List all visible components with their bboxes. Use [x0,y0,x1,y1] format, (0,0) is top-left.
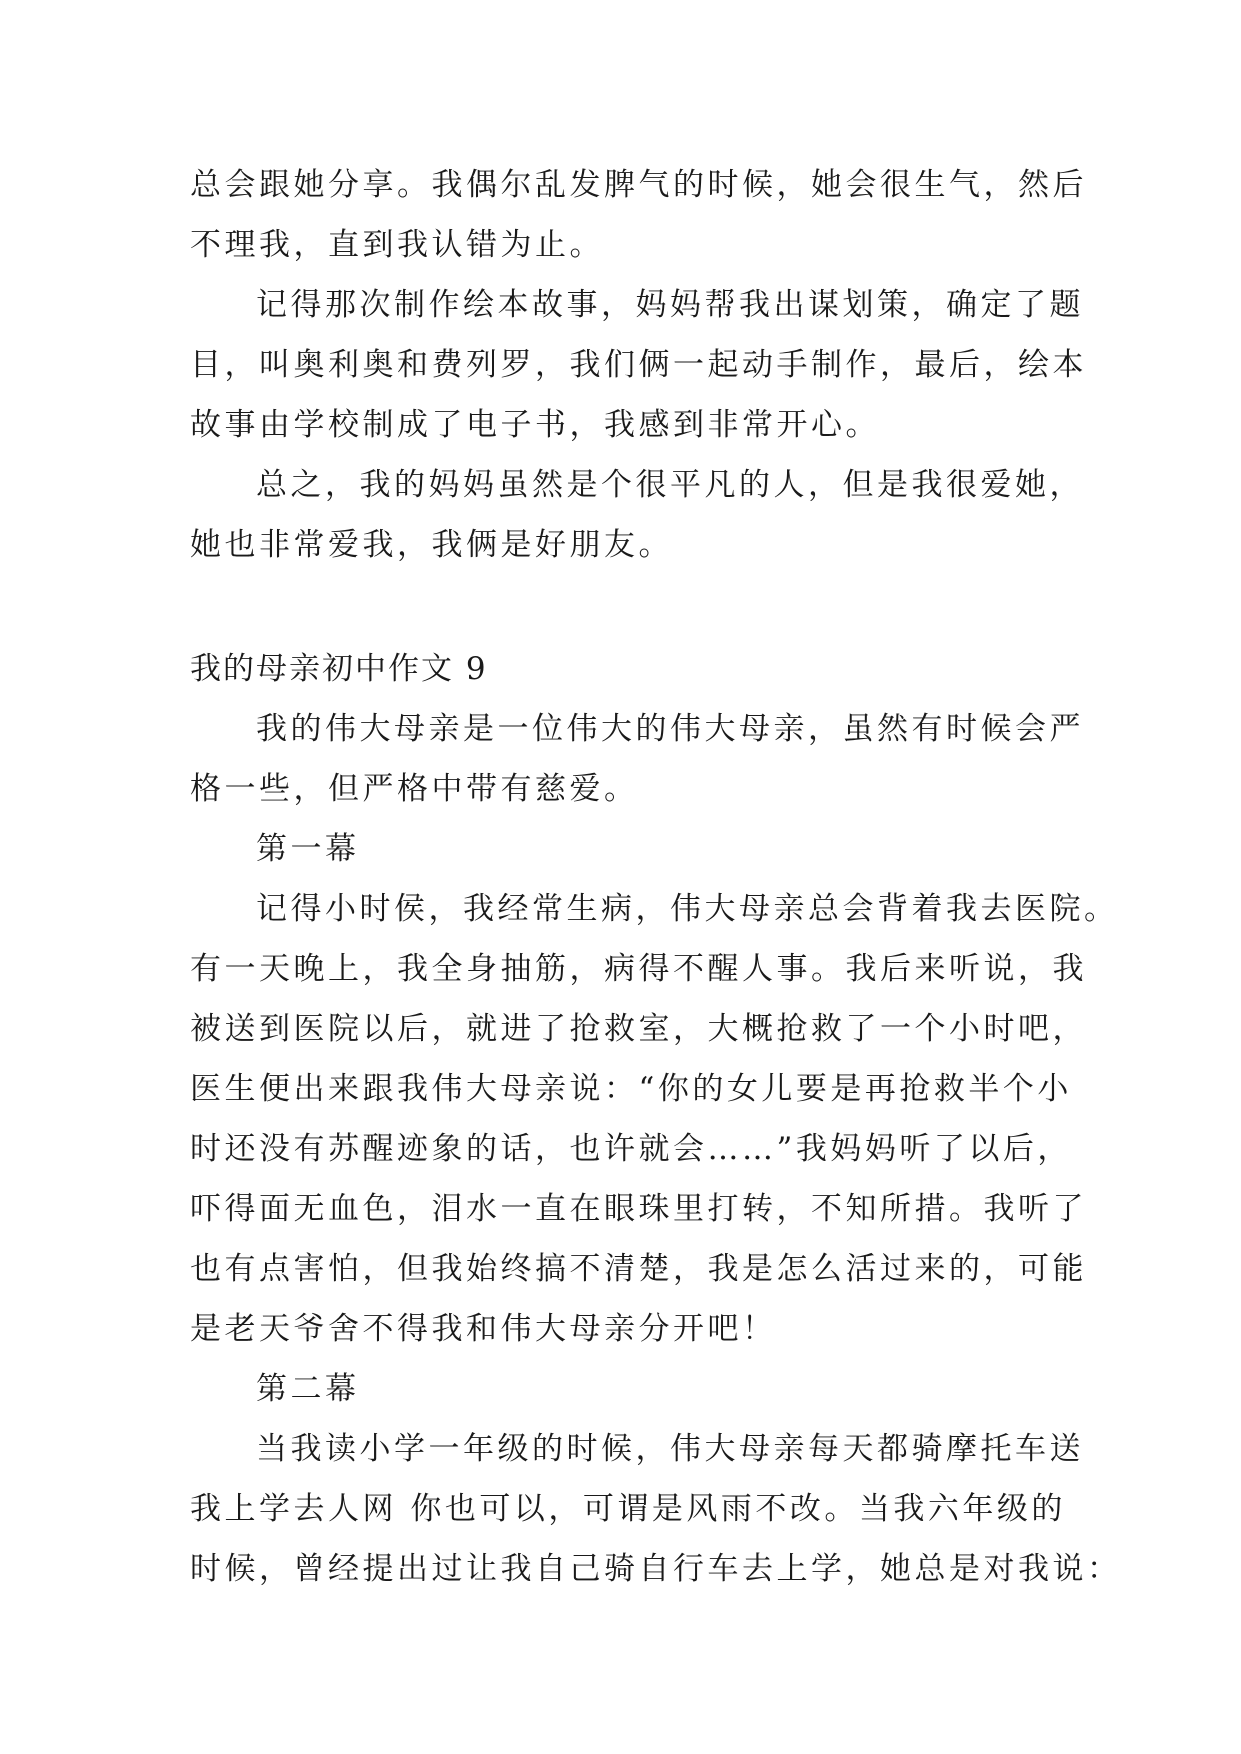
previous-essay-ending [190,155,1087,575]
essay-body [190,155,1122,1599]
text-line: 吓得面无血色，泪水一直在眼珠里打转，不知所措。我听了 [190,1191,1087,1227]
text-line: 目，叫奥利奥和费列罗，我们俩一起动手制作，最后，绘本 [190,347,1087,383]
essay-9-text [190,699,1122,1599]
text-line: 当我读小学一年级的时候，伟大母亲每天都骑摩托车送 [256,1431,1084,1467]
section-gap [190,575,1070,639]
text-line: 被送到医院以后，就进了抢救室，大概抢救了一个小时吧， [190,1011,1087,1047]
text-line: 故事由学校制成了电子书，我感到非常开心。 [190,407,880,443]
text-line: 是老天爷舍不得我和伟大母亲分开吧！ [190,1311,777,1347]
text-line: 有一天晚上，我全身抽筋，病得不醒人事。我后来听说，我 [190,951,1087,987]
text-line: 我的伟大母亲是一位伟大的伟大母亲，虽然有时候会严 [256,711,1084,747]
text-line: 医生便出来跟我伟大母亲说：“你的女儿要是再抢救半个小 [190,1071,1072,1107]
text-line: 也有点害怕，但我始终搞不清楚，我是怎么活过来的，可能 [190,1251,1087,1287]
text-line: 她也非常爱我，我俩是好朋友。 [190,527,673,563]
text-line: 总之，我的妈妈虽然是个很平凡的人，但是我很爱她， [256,467,1084,503]
text-line: 我上学去人网 你也可以，可谓是风雨不改。当我六年级的 [190,1491,1066,1527]
text-line: 时候，曾经提出过让我自己骑自行车去上学，她总是对我说： [190,1551,1122,1587]
text-line: 记得那次制作绘本故事，妈妈帮我出谋划策，确定了题 [256,287,1084,323]
text-line: 总会跟她分享。我偶尔乱发脾气的时候，她会很生气，然后 [190,167,1087,203]
text-line: 第二幕 [256,1371,360,1407]
essay-title: 我的母亲初中作文 9 [190,651,488,687]
text-line: 记得小时侯，我经常生病，伟大母亲总会背着我去医院。 [256,891,1119,927]
text-line: 格一些，但严格中带有慈爱。 [190,771,639,807]
text-line: 时还没有苏醒迹象的话，也许就会……”我妈妈听了以后， [190,1131,1072,1167]
text-line: 不理我，直到我认错为止。 [190,227,604,263]
text-line: 第一幕 [256,831,360,867]
